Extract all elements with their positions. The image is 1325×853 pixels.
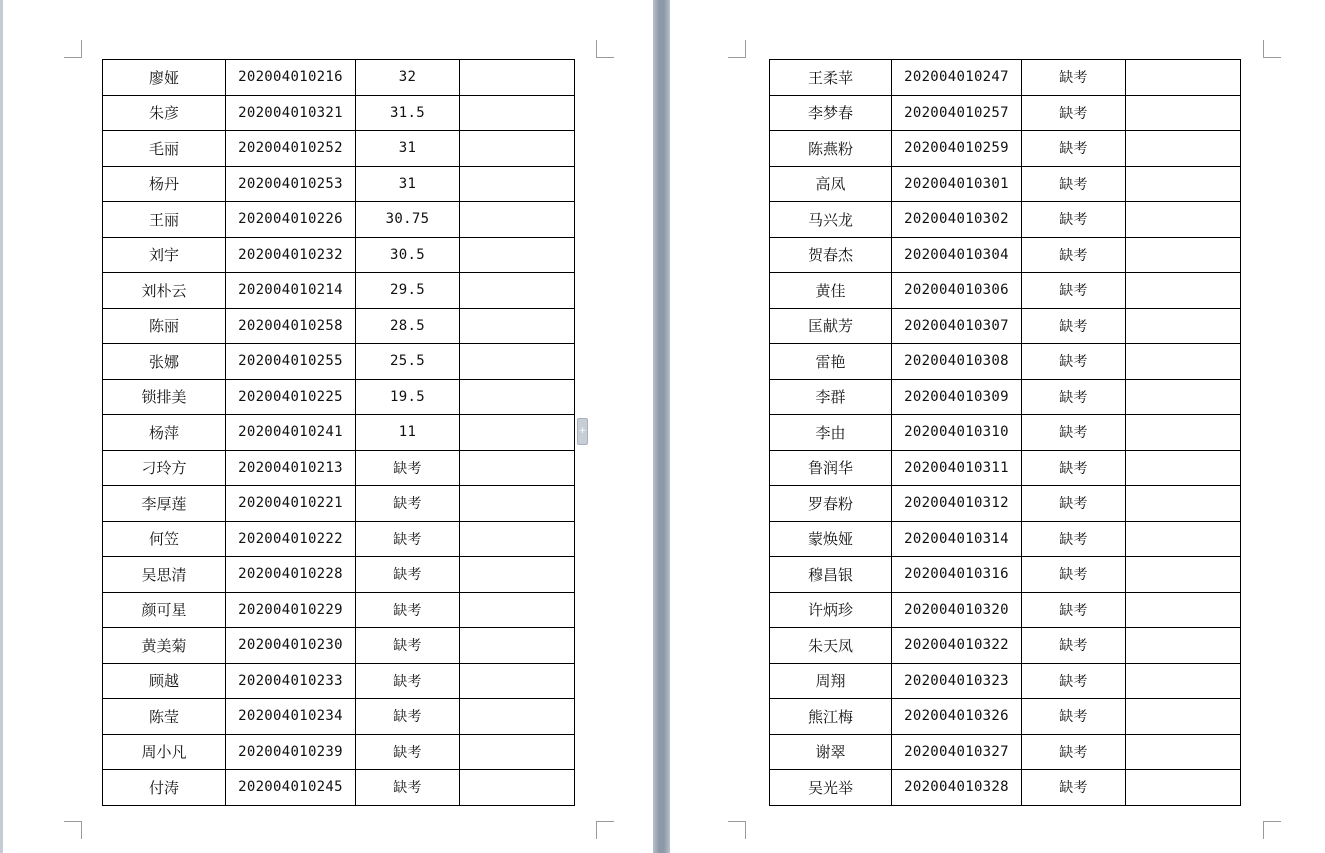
student-name-cell[interactable]: 高凤 [770,166,892,202]
student-name-cell[interactable]: 陈燕粉 [770,131,892,167]
table-row [770,557,1241,593]
student-id-cell[interactable]: 202004010306 [892,273,1022,309]
note-cell[interactable] [460,166,575,202]
score-cell[interactable]: 缺考 [1022,308,1126,344]
table-row [770,486,1241,522]
score-cell[interactable]: 缺考 [1022,628,1126,664]
table-row [103,95,575,131]
score-cell[interactable]: 31 [356,166,460,202]
student-name-cell[interactable]: 李由 [770,415,892,451]
student-name-cell[interactable]: 马兴龙 [770,202,892,238]
note-cell[interactable] [460,450,575,486]
table-row [770,60,1241,96]
student-name-cell[interactable]: 毛丽 [103,131,226,167]
student-name-cell[interactable]: 贺春杰 [770,237,892,273]
table-row [103,592,575,628]
student-id-cell[interactable]: 202004010258 [226,308,356,344]
note-cell[interactable] [460,379,575,415]
score-cell[interactable]: 缺考 [1022,450,1126,486]
score-cell[interactable]: 28.5 [356,308,460,344]
student-id-cell[interactable]: 202004010308 [892,344,1022,380]
table-row [770,521,1241,557]
student-id-cell[interactable]: 202004010222 [226,521,356,557]
note-cell[interactable] [460,592,575,628]
table-row [770,628,1241,664]
note-cell[interactable] [1126,628,1241,664]
note-cell[interactable] [460,557,575,593]
note-cell[interactable] [1126,131,1241,167]
student-name-cell[interactable]: 廖娅 [103,60,226,96]
student-id-cell[interactable]: 202004010226 [226,202,356,238]
note-cell[interactable] [1126,415,1241,451]
margin-mark-top-left [728,40,746,58]
student-name-cell[interactable]: 何笠 [103,521,226,557]
student-id-cell[interactable]: 202004010304 [892,237,1022,273]
student-id-cell[interactable]: 202004010239 [226,734,356,770]
score-cell[interactable]: 30.5 [356,237,460,273]
table-row [770,770,1241,806]
student-name-cell[interactable]: 吴光举 [770,770,892,806]
student-id-cell[interactable]: 202004010320 [892,592,1022,628]
table-row [103,379,575,415]
score-cell[interactable]: 缺考 [356,521,460,557]
student-id-cell[interactable]: 202004010307 [892,308,1022,344]
note-cell[interactable] [1126,521,1241,557]
note-cell[interactable] [460,60,575,96]
student-id-cell[interactable]: 202004010233 [226,663,356,699]
student-name-cell[interactable]: 朱天凤 [770,628,892,664]
table-row [103,521,575,557]
table-row [103,699,575,735]
table-row [770,663,1241,699]
student-id-cell[interactable]: 202004010309 [892,379,1022,415]
note-cell[interactable] [460,237,575,273]
note-cell[interactable] [1126,95,1241,131]
score-cell[interactable]: 31 [356,131,460,167]
table-row [103,131,575,167]
table-row [103,415,575,451]
table-row [770,379,1241,415]
table-row [103,770,575,806]
note-cell[interactable] [460,131,575,167]
table-row [770,450,1241,486]
note-cell[interactable] [460,202,575,238]
table-row [103,344,575,380]
table-row [103,202,575,238]
score-cell[interactable]: 缺考 [1022,202,1126,238]
score-cell[interactable]: 缺考 [1022,344,1126,380]
student-id-cell[interactable]: 202004010253 [226,166,356,202]
student-name-cell[interactable]: 颜可星 [103,592,226,628]
score-cell[interactable]: 29.5 [356,273,460,309]
student-id-cell[interactable]: 202004010311 [892,450,1022,486]
table-row [770,273,1241,309]
score-cell[interactable]: 缺考 [356,770,460,806]
note-cell[interactable] [1126,557,1241,593]
student-id-cell[interactable]: 202004010255 [226,344,356,380]
student-name-cell[interactable]: 周翔 [770,663,892,699]
note-cell[interactable] [460,628,575,664]
note-cell[interactable] [460,415,575,451]
note-cell[interactable] [1126,60,1241,96]
student-id-cell[interactable]: 202004010213 [226,450,356,486]
note-cell[interactable] [460,699,575,735]
student-name-cell[interactable]: 李群 [770,379,892,415]
plus-icon: + [578,426,587,436]
student-id-cell[interactable]: 202004010245 [226,770,356,806]
note-cell[interactable] [1126,663,1241,699]
student-id-cell[interactable]: 202004010241 [226,415,356,451]
table-row [103,273,575,309]
student-id-cell[interactable]: 202004010328 [892,770,1022,806]
student-name-cell[interactable]: 李梦春 [770,95,892,131]
score-cell[interactable]: 缺考 [356,699,460,735]
score-cell[interactable]: 30.75 [356,202,460,238]
table-row [103,450,575,486]
grade-table[interactable] [102,59,575,806]
margin-mark-bottom-left [728,821,746,839]
page-2[interactable] [670,0,1325,853]
table-row [103,663,575,699]
note-cell[interactable] [1126,699,1241,735]
student-name-cell[interactable]: 罗春粉 [770,486,892,522]
note-cell[interactable] [1126,486,1241,522]
table-row [103,60,575,96]
table-resize-handle[interactable] [577,418,588,445]
note-cell[interactable] [1126,308,1241,344]
score-cell[interactable]: 缺考 [356,628,460,664]
score-cell[interactable]: 19.5 [356,379,460,415]
student-id-cell[interactable]: 202004010326 [892,699,1022,735]
note-cell[interactable] [460,734,575,770]
note-cell[interactable] [1126,592,1241,628]
student-id-cell[interactable]: 202004010259 [892,131,1022,167]
student-id-cell[interactable]: 202004010301 [892,166,1022,202]
score-cell[interactable]: 缺考 [1022,770,1126,806]
student-name-cell[interactable]: 陈莹 [103,699,226,735]
score-cell[interactable]: 缺考 [356,450,460,486]
student-name-cell[interactable]: 熊江梅 [770,699,892,735]
student-name-cell[interactable]: 刘宇 [103,237,226,273]
margin-mark-top-right [596,40,614,58]
student-id-cell[interactable]: 202004010321 [226,95,356,131]
note-cell[interactable] [1126,166,1241,202]
score-cell[interactable]: 缺考 [1022,131,1126,167]
margin-mark-bottom-right [1263,821,1281,839]
table-row [770,415,1241,451]
student-id-cell[interactable]: 202004010252 [226,131,356,167]
student-id-cell[interactable]: 202004010228 [226,557,356,593]
student-name-cell[interactable]: 付涛 [103,770,226,806]
score-cell[interactable]: 缺考 [356,734,460,770]
table-row [770,308,1241,344]
note-cell[interactable] [460,95,575,131]
table-row [770,202,1241,238]
page-gap [653,0,670,853]
student-id-cell[interactable]: 202004010225 [226,379,356,415]
note-cell[interactable] [460,273,575,309]
grade-table[interactable] [769,59,1241,806]
student-id-cell[interactable]: 202004010229 [226,592,356,628]
student-name-cell[interactable]: 黄美菊 [103,628,226,664]
student-name-cell[interactable]: 李厚莲 [103,486,226,522]
grade-table-body [770,60,1241,806]
score-cell[interactable]: 缺考 [356,663,460,699]
student-name-cell[interactable]: 张娜 [103,344,226,380]
student-id-cell[interactable]: 202004010323 [892,663,1022,699]
student-name-cell[interactable]: 吴思清 [103,557,226,593]
student-name-cell[interactable]: 许炳珍 [770,592,892,628]
table-row [103,166,575,202]
table-row [103,486,575,522]
student-id-cell[interactable]: 202004010230 [226,628,356,664]
margin-mark-bottom-left [64,821,82,839]
score-cell[interactable]: 缺考 [1022,273,1126,309]
student-id-cell[interactable]: 202004010327 [892,734,1022,770]
score-cell[interactable]: 缺考 [1022,663,1126,699]
table-row [770,237,1241,273]
table-row [103,308,575,344]
table-row [770,592,1241,628]
margin-mark-top-left [64,40,82,58]
table-row [103,557,575,593]
student-name-cell[interactable]: 黄佳 [770,273,892,309]
student-id-cell[interactable]: 202004010216 [226,60,356,96]
table-row [103,237,575,273]
note-cell[interactable] [1126,344,1241,380]
score-cell[interactable]: 缺考 [1022,415,1126,451]
student-name-cell[interactable]: 周小凡 [103,734,226,770]
score-cell[interactable]: 缺考 [356,592,460,628]
margin-mark-top-right [1263,40,1281,58]
score-cell[interactable]: 缺考 [1022,734,1126,770]
student-name-cell[interactable]: 王柔苹 [770,60,892,96]
student-id-cell[interactable]: 202004010214 [226,273,356,309]
note-cell[interactable] [460,663,575,699]
student-name-cell[interactable]: 杨萍 [103,415,226,451]
note-cell[interactable] [460,344,575,380]
student-id-cell[interactable]: 202004010314 [892,521,1022,557]
page-1[interactable] [3,0,653,853]
student-name-cell[interactable]: 刁玲方 [103,450,226,486]
table-row [770,131,1241,167]
table-row [770,699,1241,735]
score-cell[interactable]: 缺考 [1022,592,1126,628]
student-name-cell[interactable]: 谢翠 [770,734,892,770]
score-cell[interactable]: 25.5 [356,344,460,380]
table-row [770,344,1241,380]
note-cell[interactable] [1126,734,1241,770]
score-cell[interactable]: 32 [356,60,460,96]
score-cell[interactable]: 缺考 [1022,379,1126,415]
score-cell[interactable]: 11 [356,415,460,451]
score-cell[interactable]: 缺考 [1022,60,1126,96]
student-id-cell[interactable]: 202004010312 [892,486,1022,522]
student-name-cell[interactable]: 刘朴云 [103,273,226,309]
note-cell[interactable] [460,308,575,344]
score-cell[interactable]: 缺考 [356,486,460,522]
score-cell[interactable]: 31.5 [356,95,460,131]
table-row [770,734,1241,770]
note-cell[interactable] [1126,770,1241,806]
note-cell[interactable] [1126,237,1241,273]
student-id-cell[interactable]: 202004010221 [226,486,356,522]
note-cell[interactable] [460,521,575,557]
student-id-cell[interactable]: 202004010232 [226,237,356,273]
student-name-cell[interactable]: 王丽 [103,202,226,238]
student-name-cell[interactable]: 锁排美 [103,379,226,415]
student-id-cell[interactable]: 202004010322 [892,628,1022,664]
score-cell[interactable]: 缺考 [1022,95,1126,131]
score-cell[interactable]: 缺考 [356,557,460,593]
student-name-cell[interactable]: 顾越 [103,663,226,699]
note-cell[interactable] [1126,450,1241,486]
score-cell[interactable]: 缺考 [1022,699,1126,735]
student-id-cell[interactable]: 202004010257 [892,95,1022,131]
student-id-cell[interactable]: 202004010247 [892,60,1022,96]
score-cell[interactable]: 缺考 [1022,166,1126,202]
note-cell[interactable] [460,770,575,806]
student-name-cell[interactable]: 雷艳 [770,344,892,380]
note-cell[interactable] [1126,379,1241,415]
student-name-cell[interactable]: 朱彦 [103,95,226,131]
note-cell[interactable] [1126,273,1241,309]
table-row [770,166,1241,202]
note-cell[interactable] [460,486,575,522]
student-name-cell[interactable]: 蒙焕娅 [770,521,892,557]
score-cell[interactable]: 缺考 [1022,557,1126,593]
student-name-cell[interactable]: 杨丹 [103,166,226,202]
score-cell[interactable]: 缺考 [1022,486,1126,522]
table-row [103,628,575,664]
student-name-cell[interactable]: 匡献芳 [770,308,892,344]
student-id-cell[interactable]: 202004010310 [892,415,1022,451]
student-id-cell[interactable]: 202004010234 [226,699,356,735]
student-name-cell[interactable]: 鲁润华 [770,450,892,486]
grade-table-body [103,60,575,806]
note-cell[interactable] [1126,202,1241,238]
student-name-cell[interactable]: 穆昌银 [770,557,892,593]
score-cell[interactable]: 缺考 [1022,237,1126,273]
margin-mark-bottom-right [596,821,614,839]
student-id-cell[interactable]: 202004010302 [892,202,1022,238]
student-name-cell[interactable]: 陈丽 [103,308,226,344]
student-id-cell[interactable]: 202004010316 [892,557,1022,593]
table-row [103,734,575,770]
table-row [770,95,1241,131]
score-cell[interactable]: 缺考 [1022,521,1126,557]
